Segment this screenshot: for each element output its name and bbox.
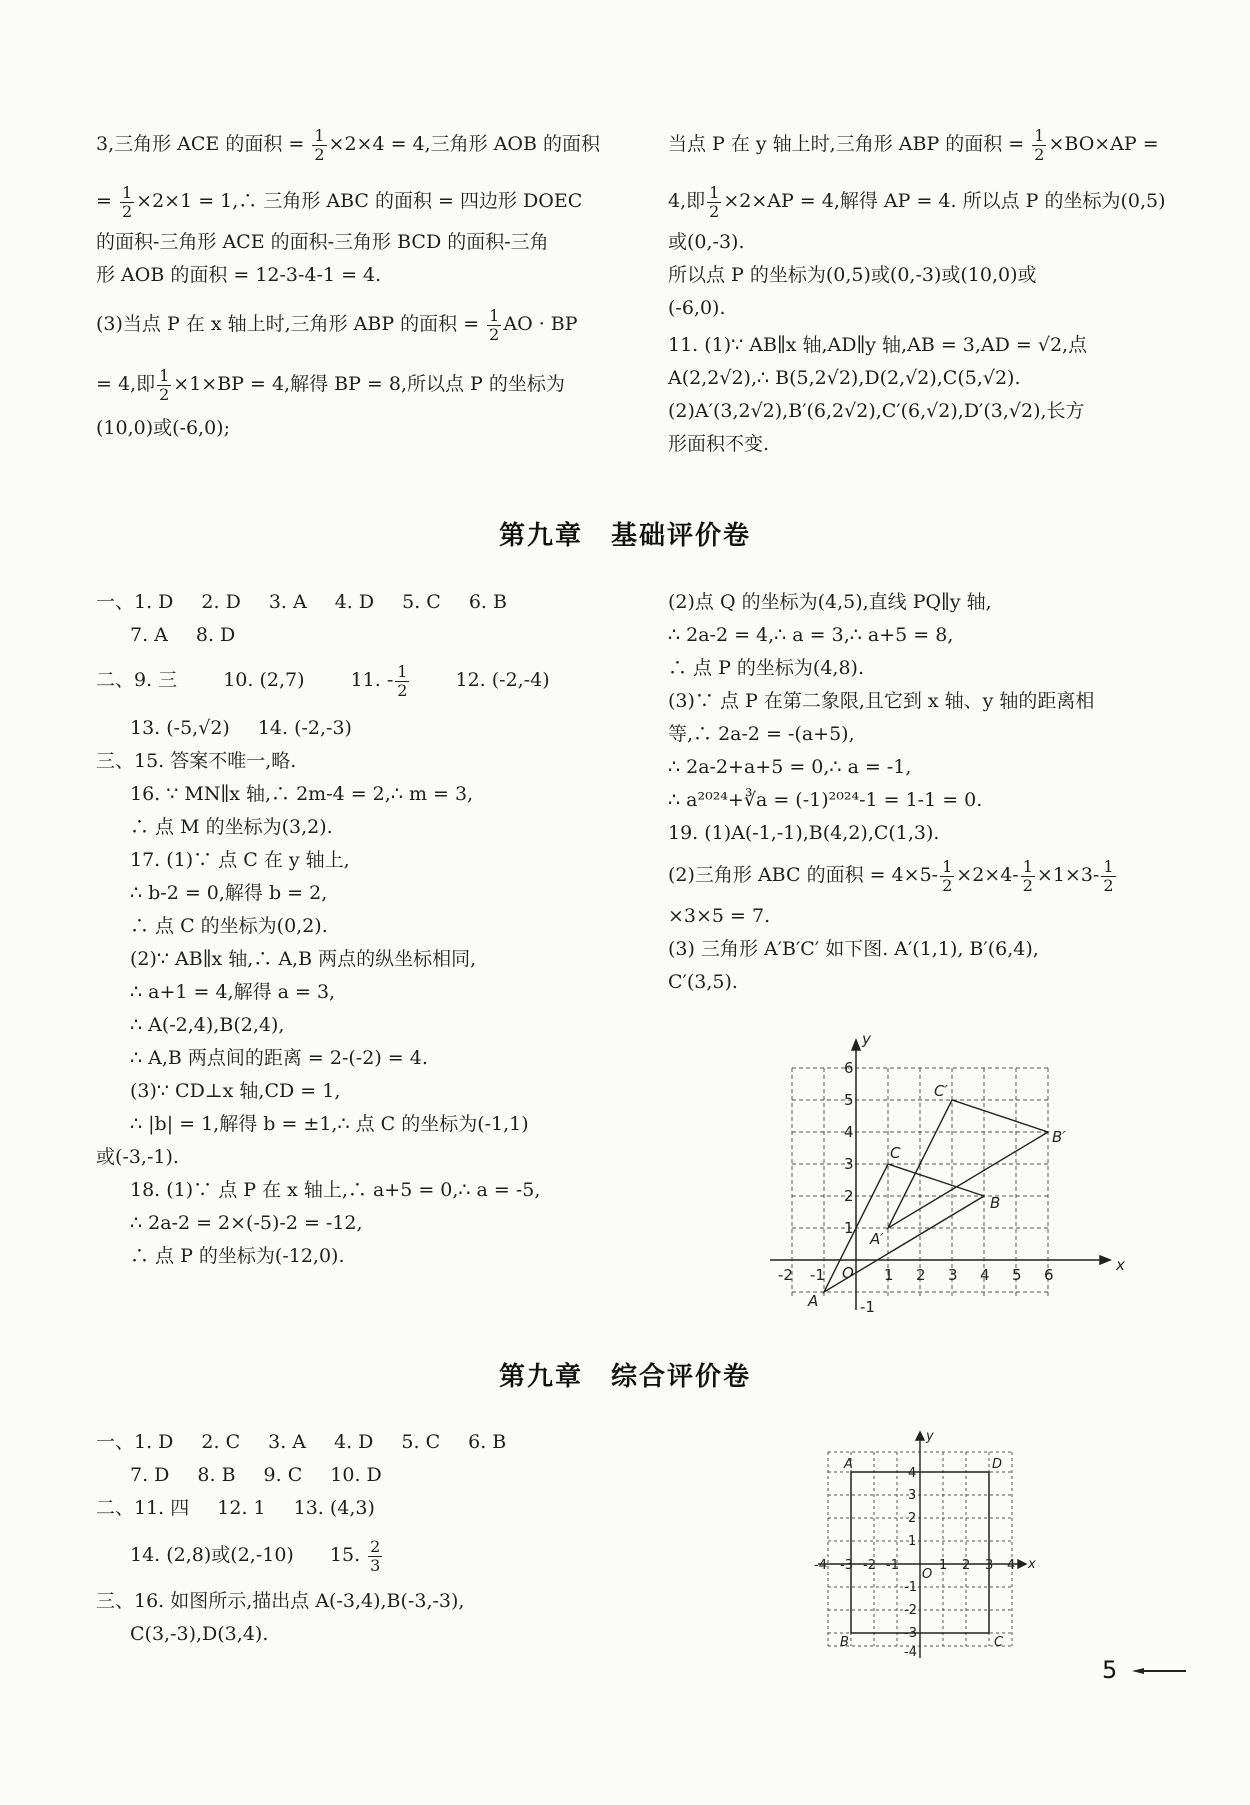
text-line: ×3×5 = 7. — [668, 905, 771, 927]
text-line: ∴ 点 C 的坐标为(0,2). — [130, 915, 328, 937]
answer: 12. (-2,-4) — [455, 669, 550, 691]
grid — [792, 1068, 1048, 1298]
page-number: 5 — [1102, 1656, 1118, 1684]
point-label: B′ — [1052, 1128, 1066, 1146]
tick-label: 5 — [1012, 1266, 1022, 1284]
text-line: ∴ 点 P 的坐标为(-12,0). — [130, 1245, 345, 1267]
coordinate-graph-rectangle — [810, 1428, 1040, 1660]
fraction: $\frac{1}{2}$ — [1034, 125, 1045, 164]
arrow-left-icon — [1132, 1668, 1186, 1674]
text-line: ×BO×AP = — [1048, 133, 1159, 155]
text-line: ×1×3- — [1036, 864, 1100, 886]
text-line: ∴ a+1 = 4,解得 a = 3, — [130, 981, 336, 1003]
answer: 一、1. D — [96, 591, 174, 613]
answer: 13. (4,3) — [293, 1497, 375, 1519]
tick-label: 1 — [884, 1266, 894, 1284]
answer: 6. B — [468, 591, 507, 613]
text-line: ∴ 2a-2 = 2×(-5)-2 = -12, — [130, 1212, 363, 1234]
text-line: ∴ A,B 两点间的距离 = 2-(-2) = 4. — [130, 1047, 428, 1069]
text-line: (2)三角形 ABC 的面积 = 4×5- — [668, 864, 939, 886]
point-label: B — [990, 1194, 1001, 1212]
point-label: B — [840, 1635, 849, 1650]
point-label: A — [808, 1292, 819, 1310]
answer: 5. C — [401, 1431, 441, 1453]
text-line: = — [96, 190, 118, 212]
top-left-column — [96, 112, 636, 445]
answer: 13. (-5,√2) — [130, 717, 230, 739]
answer-row — [96, 586, 636, 619]
tick-label: 4 — [980, 1266, 990, 1284]
text-line: ∴ a²⁰²⁴+∛a = (-1)²⁰²⁴-1 = 1-1 = 0. — [668, 789, 983, 811]
text-line: 3,三角形 ACE 的面积 = — [96, 133, 311, 155]
tick-label: -1 — [860, 1298, 875, 1316]
tick-label: 5 — [844, 1091, 854, 1109]
tick-label: 1 — [908, 1534, 917, 1549]
text-line: 形面积不变. — [668, 433, 770, 455]
text-line: ∴ 2a-2 = 4,∴ a = 3,∴ a+5 = 8, — [668, 624, 954, 646]
fraction: $\frac{1}{2}$ — [121, 182, 133, 221]
answer: 15. — [329, 1544, 367, 1566]
answer-row — [96, 619, 636, 652]
tick-label: 2 — [844, 1187, 854, 1205]
tick-label: -1 — [810, 1266, 825, 1284]
answer-row — [96, 1492, 636, 1525]
answer: 2. C — [201, 1431, 241, 1453]
text-line: ∴ 2a-2+a+5 = 0,∴ a = -1, — [668, 756, 912, 778]
answer: 3. A — [268, 591, 307, 613]
tick-label: 3 — [948, 1266, 958, 1284]
section-heading-basic — [0, 515, 1250, 552]
axis-label-x: x — [1116, 1256, 1125, 1274]
text-line: 的面积-三角形 ACE 的面积-三角形 BCD 的面积-三角 — [96, 231, 549, 253]
text-line: 三、15. 答案不唯一,略. — [96, 750, 297, 772]
fraction: $\frac{1}{2}$ — [709, 182, 720, 221]
answer: 14. (2,8)或(2,-10) — [130, 1544, 294, 1566]
tick-label: -3 — [904, 1626, 917, 1641]
section-heading-comprehensive — [0, 1356, 1250, 1393]
tick-label: -1 — [904, 1580, 917, 1595]
tick-label: 3 — [844, 1155, 854, 1173]
coordinate-graph-triangles — [760, 1030, 1130, 1320]
tick-label: -1 — [886, 1558, 899, 1573]
text-line: ∴ b-2 = 0,解得 b = 2, — [130, 882, 328, 904]
text-line: 18. (1)∵ 点 P 在 x 轴上,∴ a+5 = 0,∴ a = -5, — [130, 1179, 541, 1201]
axis-label-x: x — [1028, 1557, 1036, 1572]
text-line: (3)当点 P 在 x 轴上时,三角形 ABP 的面积 = — [96, 313, 486, 335]
fraction: $\frac{1}{2}$ — [397, 661, 408, 700]
text-line: ×1×BP = 4,解得 BP = 8,所以点 P 的坐标为 — [173, 373, 565, 395]
text-line: ×2×AP = 4,解得 AP = 4. 所以点 P 的坐标为(0,5) — [723, 190, 1166, 212]
tick-label: 4 — [908, 1466, 917, 1481]
text-line: ∴ |b| = 1,解得 b = ±1,∴ 点 C 的坐标为(-1,1) — [130, 1113, 529, 1135]
fraction: $\frac{1}{2}$ — [1022, 856, 1033, 895]
section-title: 基础评价卷 — [611, 521, 752, 551]
point-label: D — [992, 1457, 1003, 1472]
tick-label: 3 — [908, 1488, 917, 1503]
text-line: (3)∵ CD⊥x 轴,CD = 1, — [130, 1080, 341, 1102]
point-label: C′ — [934, 1082, 948, 1100]
text-line: ∴ 点 P 的坐标为(4,8). — [668, 657, 864, 679]
top-right-column — [668, 112, 1188, 461]
point-label: C — [994, 1635, 1004, 1650]
tick-label: 4 — [1007, 1558, 1016, 1573]
text-line: C(3,-3),D(3,4). — [130, 1623, 269, 1645]
tick-label: 2 — [962, 1558, 971, 1573]
text-line: ∴ 点 M 的坐标为(3,2). — [130, 816, 333, 838]
chapter-label: 第九章 — [498, 1362, 583, 1392]
text-line: 形 AOB 的面积 = 12-3-4-1 = 4. — [96, 264, 382, 286]
tick-label: -2 — [778, 1266, 793, 1284]
answer: 3. A — [268, 1431, 307, 1453]
text-line: ×2×4 = 4,三角形 AOB 的面积 — [328, 133, 601, 155]
answer: 7. D — [130, 1464, 170, 1486]
answer-row — [96, 1459, 636, 1492]
basic-left-column — [96, 586, 636, 1273]
tick-label: -3 — [840, 1558, 853, 1573]
text-line: A(2,2√2),∴ B(5,2√2),D(2,√2),C(5,√2). — [668, 367, 1021, 389]
fraction: $\frac{1}{2}$ — [942, 856, 953, 895]
answer: 6. B — [468, 1431, 507, 1453]
origin-label: O — [922, 1567, 933, 1582]
tick-label: -2 — [904, 1603, 917, 1618]
point-label: A — [844, 1457, 853, 1472]
tick-label: 6 — [1044, 1266, 1054, 1284]
text-line: 4,即 — [668, 190, 706, 212]
answer: 12. 1 — [217, 1497, 266, 1519]
tick-label: -4 — [904, 1645, 917, 1660]
text-line: 三、16. 如图所示,描出点 A(-3,4),B(-3,-3), — [96, 1590, 465, 1612]
solution-lines — [96, 745, 636, 1273]
answer: 一、1. D — [96, 1431, 174, 1453]
tick-label: 3 — [985, 1558, 994, 1573]
answer-row — [96, 712, 636, 745]
comprehensive-left-column — [96, 1426, 636, 1651]
fraction: $\frac{1}{2}$ — [314, 125, 325, 164]
text-line: (3) 三角形 A′B′C′ 如下图. A′(1,1), B′(6,4), — [668, 938, 1039, 960]
point-label: A′ — [870, 1230, 884, 1248]
tick-label: 1 — [844, 1219, 854, 1237]
basic-right-column — [668, 586, 1188, 999]
tick-label: -4 — [814, 1558, 827, 1573]
text-line: 或(0,-3). — [668, 231, 745, 253]
text-line: C′(3,5). — [668, 971, 738, 993]
point-label: C — [890, 1144, 901, 1162]
fraction: $\frac{1}{2}$ — [489, 305, 500, 344]
text-line: AO · BP — [503, 313, 578, 335]
answer-row — [96, 1426, 636, 1459]
text-line: 11. (1)∵ AB∥x 轴,AD∥y 轴,AB = 3,AD = √2,点 — [668, 334, 1088, 356]
answer: 二、9. 三 — [96, 669, 178, 691]
answer: 7. A — [130, 624, 168, 646]
text-line: 17. (1)∵ 点 C 在 y 轴上, — [130, 849, 350, 871]
axis-label-y: y — [926, 1429, 934, 1444]
solution-lines — [668, 586, 1188, 850]
answer: 10. (2,7) — [223, 669, 305, 691]
text-line: (2)A′(3,2√2),B′(6,2√2),C′(6,√2),D′(3,√2),长方 — [668, 400, 1085, 422]
text-line: = 4,即 — [96, 373, 156, 395]
tick-label: -2 — [863, 1558, 876, 1573]
text-line: ×2×4- — [956, 864, 1019, 886]
text-line: (2)点 Q 的坐标为(4,5),直线 PQ∥y 轴, — [668, 591, 992, 613]
answer: 4. D — [334, 591, 375, 613]
answer: 2. D — [201, 591, 241, 613]
tick-label: 2 — [908, 1511, 917, 1526]
origin-label: O — [842, 1264, 854, 1282]
text-line: 所以点 P 的坐标为(0,5)或(0,-3)或(10,0)或 — [668, 264, 1037, 286]
answer: 11. - — [350, 669, 394, 691]
text-line: 或(-3,-1). — [96, 1146, 179, 1168]
tick-label: 4 — [844, 1123, 854, 1141]
answer: 4. D — [334, 1431, 374, 1453]
answer: 5. C — [402, 591, 441, 613]
axis-label-y: y — [862, 1030, 871, 1048]
text-line: (10,0)或(-6,0); — [96, 417, 230, 439]
tick-label: 1 — [939, 1558, 948, 1573]
text-line: 19. (1)A(-1,-1),B(4,2),C(1,3). — [668, 822, 940, 844]
text-line: 当点 P 在 y 轴上时,三角形 ABP 的面积 = — [668, 133, 1031, 155]
chapter-label: 第九章 — [498, 521, 583, 551]
fraction: $\frac{1}{2}$ — [159, 365, 170, 404]
answer: 14. (-2,-3) — [257, 717, 352, 739]
fraction: $\frac{1}{2}$ — [1103, 856, 1114, 895]
tick-label: 6 — [844, 1059, 854, 1077]
answer: 8. D — [195, 624, 236, 646]
fraction: $\frac{2}{3}$ — [370, 1536, 381, 1575]
answer: 8. B — [197, 1464, 236, 1486]
tick-label: 2 — [916, 1266, 926, 1284]
text-line: (2)∵ AB∥x 轴,∴ A,B 两点的纵坐标相同, — [130, 948, 477, 970]
answer: 10. D — [330, 1464, 382, 1486]
text-line: 16. ∵ MN∥x 轴,∴ 2m-4 = 2,∴ m = 3, — [130, 783, 474, 805]
section-title: 综合评价卷 — [611, 1362, 752, 1392]
text-line: 等,∴ 2a-2 = -(a+5), — [668, 723, 855, 745]
answer: 二、11. 四 — [96, 1497, 190, 1519]
text-line: (3)∵ 点 P 在第二象限,且它到 x 轴、y 轴的距离相 — [668, 690, 1095, 712]
answer: 9. C — [263, 1464, 303, 1486]
text-line: ×2×1 = 1,∴ 三角形 ABC 的面积 = 四边形 DOEC — [136, 190, 583, 212]
text-line: ∴ A(-2,4),B(2,4), — [130, 1014, 285, 1036]
text-line: (-6,0). — [668, 297, 726, 319]
